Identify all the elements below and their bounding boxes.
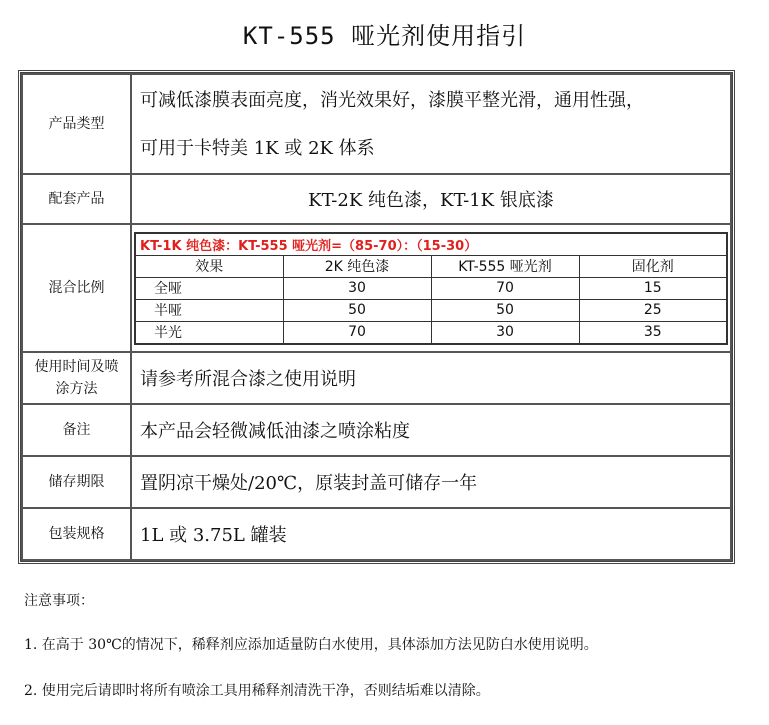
content-usage: 请参考所混合漆之使用说明 — [131, 352, 731, 404]
content-storage: 置阴凉干燥处/20℃，原装封盖可储存一年 — [131, 456, 731, 508]
content-remark: 本产品会轻微减低油漆之喷涂粘度 — [131, 404, 731, 456]
label-product-type: 产品类型 — [22, 74, 131, 174]
label-mix-ratio: 混合比例 — [22, 224, 131, 352]
mix-cell: 半哑 — [135, 299, 283, 321]
mix-row-full-matte — [135, 277, 727, 299]
row-matching — [22, 174, 731, 224]
mix-header-effect: 效果 — [135, 255, 283, 277]
mix-cell: 25 — [579, 299, 727, 321]
mix-row-half-matte — [135, 299, 727, 321]
mix-row-semi-gloss — [135, 321, 727, 344]
mix-cell: 35 — [579, 321, 727, 344]
mix-table — [134, 232, 728, 345]
mix-cell: 50 — [431, 299, 579, 321]
spec-table — [21, 73, 732, 561]
page-title: KT-555 哑光剂使用指引 — [242, 22, 527, 50]
label-remark: 备注 — [22, 404, 131, 456]
row-package — [22, 508, 731, 560]
row-mix-ratio — [22, 224, 731, 352]
mix-formula: KT-1K 纯色漆：KT-555 哑光剂=（85-70）：（15-30） — [135, 233, 727, 256]
mix-cell: 全哑 — [135, 277, 283, 299]
row-usage — [22, 352, 731, 404]
content-matching: KT-2K 纯色漆，KT-1K 银底漆 — [131, 174, 731, 224]
spec-table-frame — [18, 70, 735, 564]
mix-cell: 30 — [431, 321, 579, 344]
mix-header-row — [135, 255, 727, 277]
content-package: 1L 或 3.75L 罐装 — [131, 508, 731, 560]
mix-cell: 30 — [283, 277, 431, 299]
row-storage — [22, 456, 731, 508]
mix-header-kt555: KT-555 哑光剂 — [431, 255, 579, 277]
product-type-line1: 可减低漆膜表面亮度，消光效果好，漆膜平整光滑，通用性强， — [140, 90, 644, 111]
label-storage: 储存期限 — [22, 456, 131, 508]
mix-red-row — [135, 233, 727, 256]
notes-heading: 注意事项： — [24, 593, 94, 609]
mix-header-hardener: 固化剂 — [579, 255, 727, 277]
mix-cell: 70 — [283, 321, 431, 344]
label-usage-line1: 使用时间及喷 — [34, 359, 119, 375]
label-usage — [22, 352, 131, 404]
label-package: 包装规格 — [22, 508, 131, 560]
mix-header-2k: 2K 纯色漆 — [283, 255, 431, 277]
row-product-type — [22, 74, 731, 174]
content-mix-ratio — [131, 224, 731, 352]
mix-cell: 50 — [283, 299, 431, 321]
note-item-1: 1. 在高于 30℃的情况下，稀释剂应添加适量防白水使用，具体添加方法见防白水使用说明。 — [24, 637, 598, 653]
mix-cell: 70 — [431, 277, 579, 299]
mix-cell: 15 — [579, 277, 727, 299]
content-product-type — [131, 74, 731, 174]
note-item-2: 2. 使用完后请即时将所有喷涂工具用稀释剂清洗干净，否则结垢难以清除。 — [24, 683, 490, 699]
label-usage-line2: 涂方法 — [55, 381, 98, 397]
product-type-line2: 可用于卡特美 1K 或 2K 体系 — [140, 138, 375, 159]
row-remark — [22, 404, 731, 456]
mix-cell: 半光 — [135, 321, 283, 344]
label-matching: 配套产品 — [22, 174, 131, 224]
